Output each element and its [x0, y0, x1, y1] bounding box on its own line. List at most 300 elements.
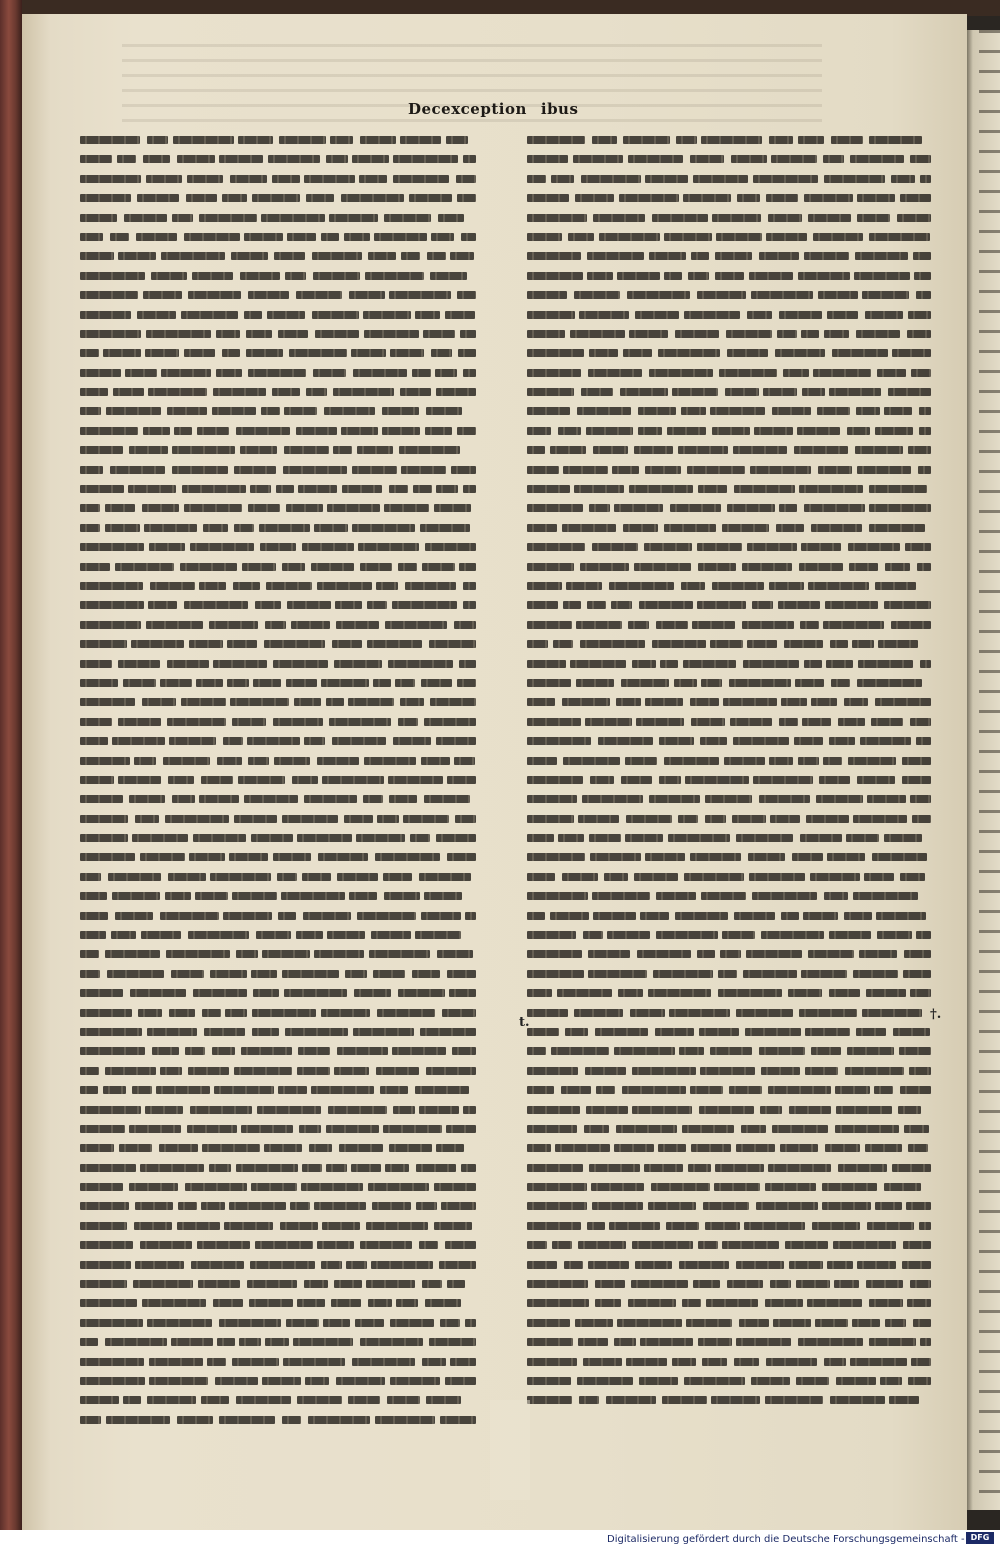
- word-ink: [564, 1261, 583, 1269]
- word-ink: [297, 1299, 325, 1307]
- word-ink: [80, 1338, 98, 1346]
- word-ink: [148, 601, 177, 609]
- word-ink: [371, 931, 411, 939]
- text-line: [527, 479, 935, 498]
- word-ink: [527, 737, 591, 745]
- word-ink: [659, 776, 681, 784]
- word-ink: [213, 1299, 243, 1307]
- word-ink: [743, 660, 799, 668]
- word-ink: [527, 446, 545, 454]
- word-ink: [112, 737, 165, 745]
- word-ink: [434, 1222, 472, 1230]
- word-ink: [686, 1319, 732, 1327]
- word-ink: [112, 892, 160, 900]
- word-ink: [718, 989, 782, 997]
- word-ink: [769, 136, 793, 144]
- word-ink: [768, 1086, 831, 1094]
- word-ink: [918, 466, 931, 474]
- word-ink: [867, 795, 906, 803]
- word-ink: [80, 718, 112, 726]
- word-ink: [734, 912, 775, 920]
- word-ink: [80, 175, 141, 183]
- word-ink: [596, 1086, 615, 1094]
- word-ink: [652, 640, 706, 648]
- word-ink: [178, 1202, 197, 1210]
- text-line: [527, 634, 935, 653]
- word-ink: [527, 155, 568, 163]
- text-line: [80, 518, 480, 537]
- word-ink: [368, 252, 396, 260]
- word-ink: [703, 1202, 749, 1210]
- word-ink: [161, 252, 225, 260]
- word-ink: [419, 1241, 438, 1249]
- word-ink: [662, 1396, 707, 1404]
- word-ink: [904, 950, 931, 958]
- word-ink: [454, 621, 476, 629]
- word-ink: [649, 252, 686, 260]
- word-ink: [667, 427, 706, 435]
- word-ink: [80, 272, 145, 280]
- word-ink: [855, 446, 903, 454]
- word-ink: [659, 737, 694, 745]
- word-ink: [587, 601, 606, 609]
- word-ink: [527, 776, 583, 784]
- word-ink: [781, 912, 799, 920]
- word-ink: [590, 853, 641, 861]
- word-ink: [789, 1261, 823, 1269]
- word-ink: [798, 1338, 863, 1346]
- text-line: [527, 906, 935, 925]
- word-ink: [835, 1086, 870, 1094]
- word-ink: [593, 912, 636, 920]
- text-line: [527, 208, 935, 227]
- word-ink: [801, 970, 847, 978]
- word-ink: [587, 272, 613, 280]
- word-ink: [305, 1377, 329, 1385]
- word-ink: [907, 1299, 931, 1307]
- word-ink: [563, 757, 620, 765]
- text-line: [80, 266, 480, 285]
- word-ink: [188, 931, 249, 939]
- word-ink: [80, 737, 108, 745]
- word-ink: [80, 1086, 98, 1094]
- word-ink: [147, 136, 168, 144]
- word-ink: [631, 1280, 688, 1288]
- word-ink: [232, 718, 266, 726]
- word-ink: [457, 291, 476, 299]
- word-ink: [614, 1338, 636, 1346]
- word-ink: [80, 543, 144, 551]
- word-ink: [527, 815, 574, 823]
- word-ink: [829, 931, 871, 939]
- word-ink: [836, 1377, 876, 1385]
- text-line: [80, 169, 480, 188]
- word-ink: [337, 1047, 388, 1055]
- word-ink: [137, 194, 179, 202]
- word-ink: [80, 873, 101, 881]
- word-ink: [360, 1241, 412, 1249]
- word-ink: [278, 330, 308, 338]
- word-ink: [885, 1319, 906, 1327]
- word-ink: [848, 543, 900, 551]
- word-ink: [761, 931, 824, 939]
- word-ink: [630, 1009, 665, 1017]
- text-line: [80, 1410, 480, 1429]
- word-ink: [580, 640, 645, 648]
- word-ink: [847, 427, 870, 435]
- word-ink: [640, 912, 669, 920]
- word-ink: [447, 853, 476, 861]
- word-ink: [527, 1086, 554, 1094]
- word-ink: [806, 815, 849, 823]
- word-ink: [146, 330, 211, 338]
- word-ink: [555, 1144, 610, 1152]
- word-ink: [527, 1299, 589, 1307]
- word-ink: [167, 660, 209, 668]
- word-ink: [450, 252, 474, 260]
- word-ink: [202, 1009, 221, 1017]
- word-ink: [387, 1396, 420, 1404]
- word-ink: [331, 1299, 361, 1307]
- word-ink: [697, 601, 746, 609]
- word-ink: [835, 1125, 899, 1133]
- word-ink: [919, 1222, 931, 1230]
- word-ink: [141, 931, 181, 939]
- word-ink: [366, 1280, 415, 1288]
- word-ink: [856, 330, 900, 338]
- word-ink: [884, 407, 912, 415]
- text-line: [527, 789, 935, 808]
- word-ink: [733, 446, 787, 454]
- word-ink: [314, 1202, 366, 1210]
- word-ink: [644, 543, 692, 551]
- word-ink: [212, 407, 256, 415]
- word-ink: [527, 698, 555, 706]
- text-line: [80, 1119, 480, 1138]
- word-ink: [777, 330, 797, 338]
- word-ink: [337, 873, 378, 881]
- word-ink: [440, 1319, 460, 1327]
- word-ink: [80, 407, 101, 415]
- word-ink: [251, 834, 293, 842]
- word-ink: [80, 1358, 144, 1366]
- word-ink: [459, 660, 476, 668]
- word-ink: [561, 1086, 591, 1094]
- word-ink: [360, 1338, 423, 1346]
- word-ink: [133, 1280, 193, 1288]
- word-ink: [376, 1067, 419, 1075]
- word-ink: [558, 834, 584, 842]
- word-ink: [251, 1183, 297, 1191]
- word-ink: [589, 1164, 640, 1172]
- word-ink: [592, 136, 617, 144]
- word-ink: [527, 252, 581, 260]
- word-ink: [302, 1164, 322, 1172]
- word-ink: [884, 601, 931, 609]
- word-ink: [80, 757, 130, 765]
- word-ink: [435, 369, 457, 377]
- word-ink: [900, 873, 925, 881]
- word-ink: [761, 1067, 800, 1075]
- word-ink: [804, 504, 865, 512]
- word-ink: [875, 1202, 902, 1210]
- word-ink: [648, 1202, 696, 1210]
- word-ink: [292, 776, 318, 784]
- text-line: [527, 867, 935, 886]
- word-ink: [916, 931, 931, 939]
- text-line: [527, 169, 935, 188]
- word-ink: [426, 407, 462, 415]
- text-line: [80, 1022, 480, 1041]
- word-ink: [416, 1164, 456, 1172]
- text-line: [80, 828, 480, 847]
- word-ink: [357, 912, 416, 920]
- text-line: [80, 440, 480, 459]
- word-ink: [160, 912, 219, 920]
- word-ink: [80, 582, 143, 590]
- word-ink: [302, 873, 331, 881]
- word-ink: [454, 757, 475, 765]
- word-ink: [280, 1222, 318, 1230]
- word-ink: [527, 1183, 587, 1191]
- word-ink: [527, 853, 585, 861]
- word-ink: [149, 543, 185, 551]
- word-ink: [225, 1009, 247, 1017]
- word-ink: [751, 1377, 790, 1385]
- word-ink: [124, 214, 167, 222]
- text-line: [527, 1255, 935, 1274]
- word-ink: [80, 252, 114, 260]
- word-ink: [232, 1358, 279, 1366]
- word-ink: [622, 1086, 686, 1094]
- word-ink: [592, 1202, 643, 1210]
- word-ink: [389, 485, 408, 493]
- word-ink: [609, 582, 674, 590]
- text-line: [80, 1332, 480, 1351]
- word-ink: [527, 718, 581, 726]
- text-line: [80, 595, 480, 614]
- word-ink: [168, 873, 206, 881]
- word-ink: [297, 1067, 330, 1075]
- word-ink: [142, 1299, 206, 1307]
- text-line: [80, 479, 480, 498]
- word-ink: [527, 873, 555, 881]
- word-ink: [447, 970, 476, 978]
- word-ink: [251, 970, 277, 978]
- word-ink: [80, 1261, 131, 1269]
- text-column-left: [80, 130, 480, 1432]
- word-ink: [107, 970, 164, 978]
- text-line: [80, 1313, 480, 1332]
- word-ink: [326, 1125, 379, 1133]
- word-ink: [668, 834, 730, 842]
- text-line: [80, 1352, 480, 1371]
- word-ink: [457, 427, 476, 435]
- word-ink: [193, 834, 246, 842]
- word-ink: [527, 1377, 571, 1385]
- word-ink: [623, 349, 652, 357]
- word-ink: [231, 252, 268, 260]
- word-ink: [252, 1028, 279, 1036]
- word-ink: [527, 388, 574, 396]
- word-ink: [770, 1280, 791, 1288]
- word-ink: [130, 989, 186, 997]
- word-ink: [424, 718, 476, 726]
- word-ink: [80, 427, 138, 435]
- word-ink: [463, 582, 476, 590]
- running-head: [408, 100, 579, 124]
- word-ink: [234, 524, 254, 532]
- word-ink: [822, 1202, 871, 1210]
- word-ink: [313, 369, 346, 377]
- word-ink: [701, 136, 762, 144]
- word-ink: [527, 679, 571, 687]
- text-line: [527, 925, 935, 944]
- word-ink: [655, 1028, 694, 1036]
- word-ink: [201, 1202, 225, 1210]
- word-ink: [105, 524, 140, 532]
- word-ink: [297, 1396, 342, 1404]
- word-ink: [388, 660, 453, 668]
- margin-mark-center: t.: [519, 1015, 530, 1030]
- word-ink: [905, 543, 931, 551]
- word-ink: [351, 1164, 381, 1172]
- word-ink: [342, 485, 382, 493]
- word-ink: [150, 582, 195, 590]
- word-ink: [436, 737, 476, 745]
- word-ink: [830, 640, 848, 648]
- word-ink: [664, 272, 682, 280]
- word-ink: [80, 485, 124, 493]
- word-ink: [527, 194, 569, 202]
- word-ink: [712, 582, 764, 590]
- word-ink: [527, 640, 548, 648]
- text-line: [80, 537, 480, 556]
- word-ink: [207, 1358, 226, 1366]
- word-ink: [415, 311, 440, 319]
- word-ink: [134, 1222, 172, 1230]
- word-ink: [527, 563, 574, 571]
- paper-repair: [490, 1400, 530, 1500]
- word-ink: [256, 931, 291, 939]
- word-ink: [422, 563, 455, 571]
- word-ink: [80, 214, 117, 222]
- word-ink: [664, 233, 712, 241]
- word-ink: [163, 757, 210, 765]
- word-ink: [736, 1009, 793, 1017]
- word-ink: [431, 233, 454, 241]
- text-line: [80, 1196, 480, 1215]
- text-line: [80, 1390, 480, 1409]
- word-ink: [400, 136, 441, 144]
- word-ink: [817, 407, 850, 415]
- word-ink: [184, 504, 242, 512]
- word-ink: [629, 485, 693, 493]
- word-ink: [607, 931, 650, 939]
- word-ink: [636, 718, 684, 726]
- word-ink: [460, 330, 476, 338]
- text-line: [527, 886, 935, 905]
- word-ink: [458, 349, 476, 357]
- word-ink: [527, 757, 557, 765]
- word-ink: [824, 175, 885, 183]
- word-ink: [236, 1396, 291, 1404]
- word-ink: [859, 950, 897, 958]
- word-ink: [403, 815, 449, 823]
- word-ink: [304, 175, 355, 183]
- word-ink: [355, 1319, 384, 1327]
- word-ink: [105, 504, 135, 512]
- word-ink: [398, 989, 445, 997]
- word-ink: [461, 1164, 476, 1172]
- word-ink: [733, 737, 789, 745]
- word-ink: [769, 757, 793, 765]
- word-ink: [827, 853, 865, 861]
- word-ink: [823, 155, 844, 163]
- word-ink: [902, 1261, 931, 1269]
- word-ink: [672, 1358, 696, 1366]
- word-ink: [575, 194, 614, 202]
- word-ink: [854, 272, 910, 280]
- word-ink: [416, 1202, 437, 1210]
- word-ink: [118, 660, 160, 668]
- word-ink: [688, 1164, 711, 1172]
- word-ink: [614, 1144, 654, 1152]
- word-ink: [799, 563, 843, 571]
- word-ink: [189, 640, 223, 648]
- word-ink: [282, 1416, 301, 1424]
- word-ink: [889, 1396, 919, 1404]
- word-ink: [348, 1396, 380, 1404]
- word-ink: [214, 1086, 274, 1094]
- text-line: [80, 654, 480, 673]
- word-ink: [919, 407, 931, 415]
- next-page-edge: [967, 30, 1000, 1510]
- word-ink: [223, 912, 272, 920]
- word-ink: [152, 1047, 179, 1055]
- word-ink: [80, 834, 128, 842]
- margin-mark-right: †.: [930, 1007, 942, 1022]
- word-ink: [80, 815, 128, 823]
- word-ink: [132, 1086, 152, 1094]
- word-ink: [234, 466, 276, 474]
- word-ink: [614, 504, 663, 512]
- word-ink: [80, 349, 99, 357]
- word-ink: [902, 776, 931, 784]
- word-ink: [400, 388, 431, 396]
- word-ink: [920, 660, 931, 668]
- word-ink: [241, 1047, 292, 1055]
- word-ink: [290, 1202, 310, 1210]
- word-ink: [681, 407, 706, 415]
- text-line: [80, 1061, 480, 1080]
- word-ink: [640, 1338, 693, 1346]
- word-ink: [374, 233, 427, 241]
- word-ink: [865, 1144, 902, 1152]
- word-ink: [160, 1067, 182, 1075]
- word-ink: [766, 233, 807, 241]
- text-line: [80, 983, 480, 1002]
- word-ink: [80, 1241, 133, 1249]
- word-ink: [262, 950, 310, 958]
- text-line: [527, 1274, 935, 1293]
- word-ink: [920, 175, 931, 183]
- word-ink: [910, 795, 931, 803]
- word-ink: [388, 776, 443, 784]
- text-line: [80, 382, 480, 401]
- word-ink: [199, 214, 257, 222]
- word-ink: [808, 582, 869, 590]
